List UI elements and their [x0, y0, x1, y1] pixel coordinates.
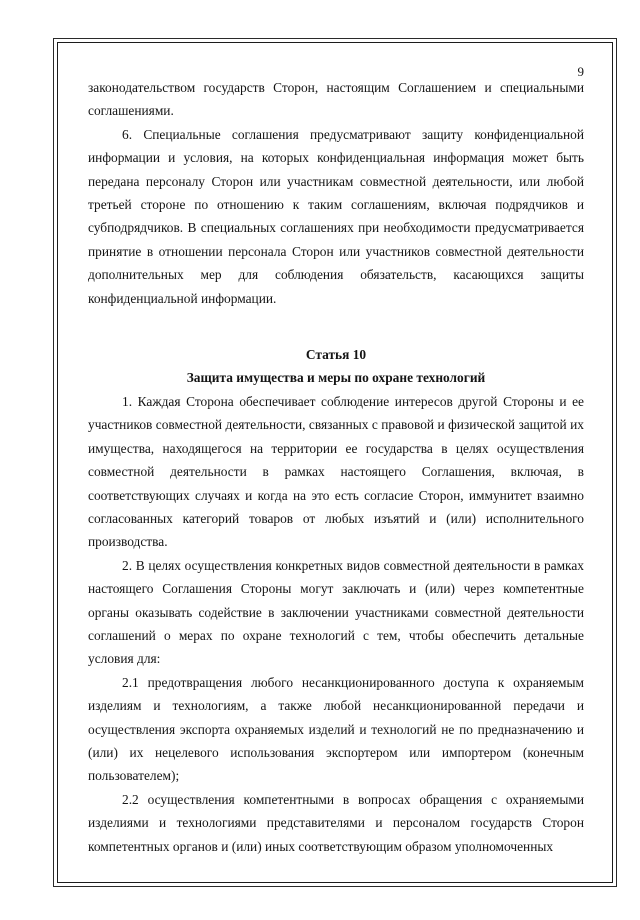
article-title: Защита имущества и меры по охране технологий — [186, 370, 486, 386]
document-body — [88, 76, 584, 858]
paragraph-clause-2-2: 2.2 осуществления компетентными в вопросах обращения с охраняемыми изделиями и технологиями представителями и персоналом государств Сторон компетентных органов и (или) иных соответствующим образом уполномоченных — [88, 791, 584, 854]
paragraph-clause-2-1: 2.1 предотвращения любого несанкционированного доступа к охраняемым изделиям и технологиям, а также любой несанкционированной передачи и осуществления экспорта охраняемых изделий и технологий не по предназначению и (или) их нецелевого использования экспортером или импортером (конечным пользователем); — [88, 674, 584, 784]
article-number: Статья 10 — [305, 347, 367, 363]
paragraph-clause-2: 2. В целях осуществления конкретных видов совместной деятельности в рамках настоящего Соглашения Стороны могут заключать и (или) через компетентные органы оказывать содействие в заключении участниками совместной деятельности соглашений о мерах по охране технологий с тем, чтобы обеспечить детальные условия для: — [88, 557, 584, 667]
paragraph-continuation: законодательством государств Сторон, настоящим Соглашением и специальными соглашениями. — [88, 80, 584, 119]
paragraph-clause-1: 1. Каждая Сторона обеспечивает соблюдение интересов другой Стороны и ее участников совместной деятельности, связанных с правовой и физической защитой их имущества, находящегося на территории ее государства в целях осуществления совместной деятельности в рамках настоящего Соглашения, включая, в соответствующих случаях и когда на это есть согласие Сторон, иммунитет взаимно согласованных категорий товаров от любых изъятий и (или) исполнительного производства. — [88, 393, 584, 550]
page-number: 9 — [577, 64, 584, 79]
paragraph-clause-6: 6. Специальные соглашения предусматривают защиту конфиденциальной информации и условия, на которых конфиденциальная информация может быть передана персоналу Сторон или участникам совместной деятельности, или любой третьей стороне по отношению к таким соглашениям, включая подрядчиков и субподрядчиков. В специальных соглашениях при необходимости предусматривается принятие в отношении персонала Сторон или участников совместной деятельности дополнительных мер для соблюдения обязательств, касающихся защиты конфиденциальной информации. — [88, 126, 584, 306]
